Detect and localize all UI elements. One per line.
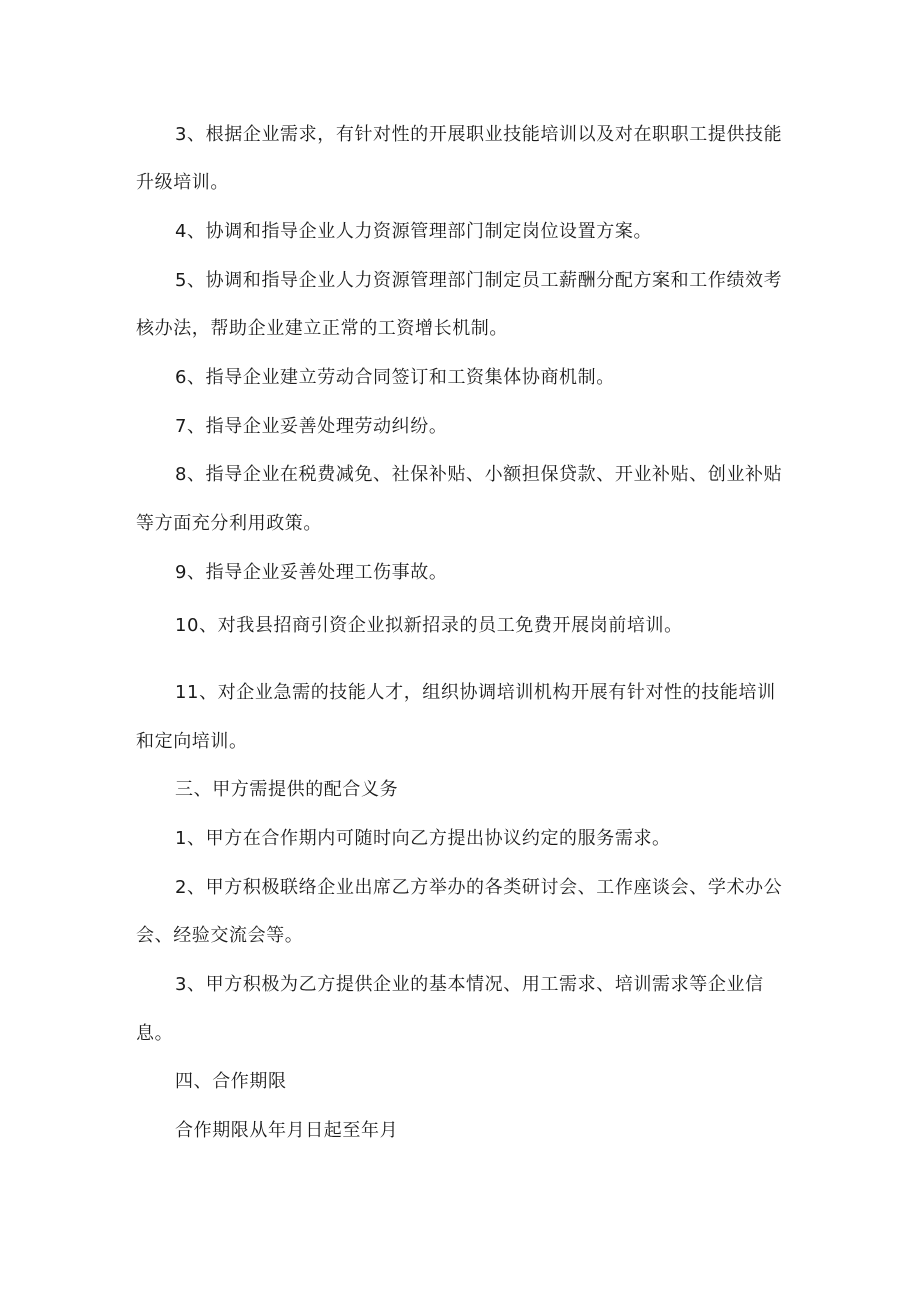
- item-11-line-2: 和定向培训。: [136, 731, 248, 752]
- item-5-line-1: 5、协调和指导企业人力资源管理部门制定员工薪酬分配方案和工作绩效考: [175, 270, 783, 291]
- section-4-heading: 四、合作期限: [175, 1071, 287, 1092]
- obligation-2-line-1: 2、甲方积极联络企业出席乙方举办的各类研讨会、工作座谈会、学术办公: [175, 877, 783, 898]
- item-3-line-1: 3、根据企业需求，有针对性的开展职业技能培训以及对在职职工提供技能: [175, 124, 783, 145]
- item-10: 10、对我县招商引资企业拟新招录的员工免费开展岗前培训。: [175, 615, 683, 636]
- item-7: 7、指导企业妥善处理劳动纠纷。: [175, 416, 448, 437]
- item-5-line-2: 核办法，帮助企业建立正常的工资增长机制。: [136, 318, 508, 339]
- item-11-line-1: 11、对企业急需的技能人才，组织协调培训机构开展有针对性的技能培训: [175, 682, 776, 703]
- item-8-line-2: 等方面充分利用政策。: [136, 513, 322, 534]
- obligation-3-line-1: 3、甲方积极为乙方提供企业的基本情况、用工需求、培训需求等企业信: [175, 974, 764, 995]
- term-text: 合作期限从年月日起至年月: [175, 1120, 399, 1141]
- item-3-line-2: 升级培训。: [136, 172, 229, 193]
- item-8-line-1: 8、指导企业在税费减免、社保补贴、小额担保贷款、开业补贴、创业补贴: [175, 464, 783, 485]
- item-6: 6、指导企业建立劳动合同签订和工资集体协商机制。: [175, 367, 615, 388]
- obligation-2-line-2: 会、经验交流会等。: [136, 925, 304, 946]
- item-9: 9、指导企业妥善处理工伤事故。: [175, 562, 448, 583]
- obligation-1: 1、甲方在合作期内可随时向乙方提出协议约定的服务需求。: [175, 828, 671, 849]
- item-4: 4、协调和指导企业人力资源管理部门制定岗位设置方案。: [175, 221, 653, 242]
- obligation-3-line-2: 息。: [136, 1023, 174, 1044]
- section-3-heading: 三、甲方需提供的配合义务: [175, 779, 399, 800]
